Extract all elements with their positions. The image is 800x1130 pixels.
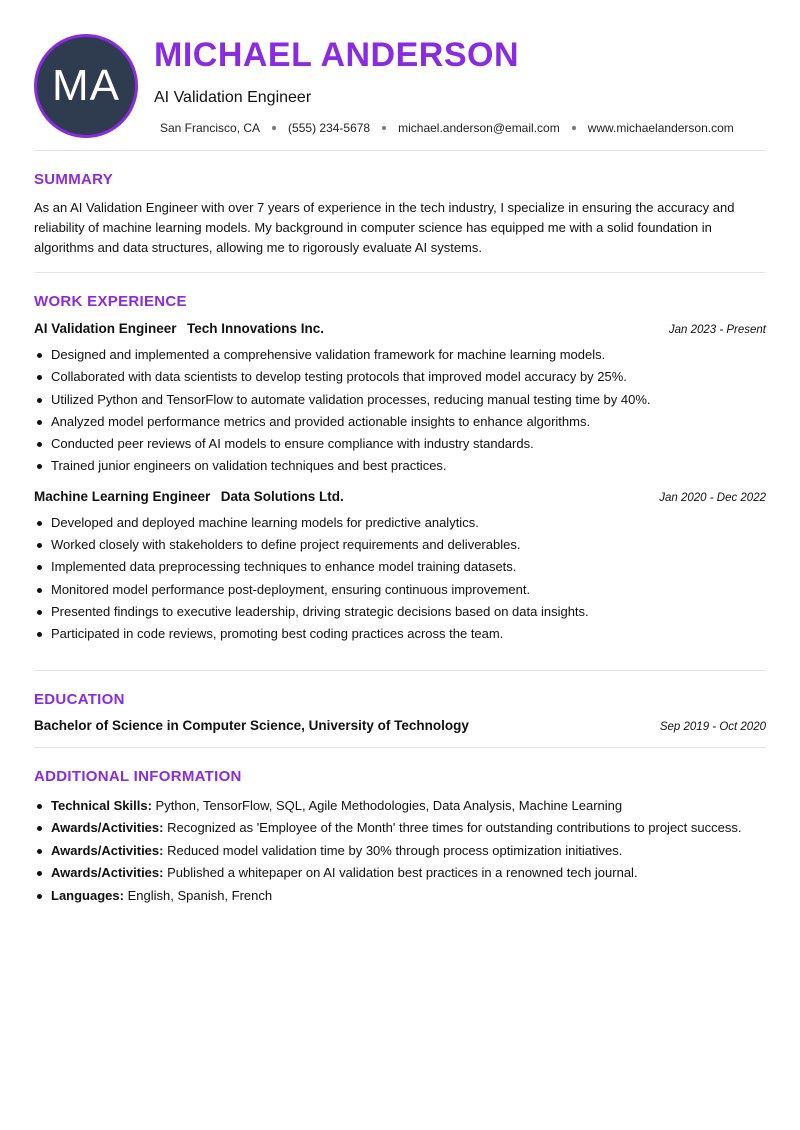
job-bullet: Presented findings to executive leadership, driving strategic decisions based on data insights.: [34, 601, 766, 623]
experience-section: [34, 273, 766, 670]
summary-section: [34, 151, 766, 272]
summary-text: As an AI Validation Engineer with over 7 years of experience in the tech industry, I specialize in ensuring the accuracy and reliability of machine learning models. My background in computer science has equipped me with a solid foundation in algorithms and data structures, allowing me to rigorously evaluate AI systems.: [34, 200, 735, 255]
job-bullet: Developed and deployed machine learning models for predictive analytics.: [34, 512, 766, 534]
additional-item-label: Awards/Activities:: [51, 865, 164, 881]
additional-item-text: Reduced model validation time by 30% through process optimization initiatives.: [167, 842, 623, 858]
job-bullet: Designed and implemented a comprehensive validation framework for machine learning models.: [34, 344, 766, 366]
additional-item-label: Technical Skills:: [51, 797, 152, 813]
additional-item-text: Python, TensorFlow, SQL, Agile Methodologies, Data Analysis, Machine Learning: [155, 797, 623, 813]
additional-heading: ADDITIONAL INFORMATION: [34, 767, 242, 785]
experience-heading: WORK EXPERIENCE: [34, 293, 187, 310]
additional-item: [34, 817, 766, 840]
job-bullet: Trained junior engineers on validation techniques and best practices.: [34, 455, 766, 477]
education-heading: EDUCATION: [34, 690, 125, 708]
additional-item: [34, 862, 766, 885]
job-role: AI Validation Engineer: [34, 321, 177, 336]
additional-item: [34, 795, 766, 818]
avatar-initials: MA: [52, 61, 120, 110]
job-bullet: Collaborated with data scientists to develop testing protocols that improved model accuracy by 25%.: [34, 366, 766, 388]
additional-list: [34, 795, 766, 908]
job-bullet: Implemented data preprocessing techniques to enhance model training datasets.: [34, 556, 766, 578]
education-date: Sep 2019 - Oct 2020: [659, 720, 766, 733]
contact-separator-dot: [572, 126, 576, 130]
job-role: Machine Learning Engineer: [34, 488, 211, 504]
job-bullet: Worked closely with stakeholders to define project requirements and deliverables.: [34, 534, 766, 556]
job-bullet: Participated in code reviews, promoting best coding practices across the team.: [34, 623, 766, 645]
contact-website[interactable]: www.michaelanderson.com: [587, 121, 734, 135]
additional-item-label: Languages:: [51, 887, 124, 903]
education-entry: [34, 718, 766, 733]
contact-bar: [160, 121, 734, 135]
contact-phone: (555) 234-5678: [288, 121, 371, 135]
job-bullet-list: [34, 512, 766, 646]
resume-header: [34, 0, 766, 150]
candidate-name: MICHAEL ANDERSON: [154, 36, 520, 74]
contact-separator-dot: [382, 126, 386, 130]
contact-email[interactable]: michael.anderson@email.com: [398, 121, 560, 135]
additional-item-text: Recognized as 'Employee of the Month' three times for outstanding contributions to project success.: [167, 820, 742, 836]
education-degree: Bachelor of Science in Computer Science, University of Technology: [34, 717, 469, 733]
additional-section: [34, 748, 766, 932]
job-header: [34, 320, 766, 338]
avatar: [34, 34, 138, 138]
summary-heading: SUMMARY: [34, 171, 114, 188]
candidate-title: AI Validation Engineer: [154, 89, 312, 106]
additional-item-text: Published a whitepaper on AI validation best practices in a renowned tech journal.: [167, 865, 638, 881]
job-date: Jan 2023 - Present: [668, 324, 766, 336]
job-bullet: Monitored model performance post-deployment, ensuring continuous improvement.: [34, 579, 766, 601]
job-bullet: Utilized Python and TensorFlow to automate validation processes, reducing manual testing time by 40%.: [34, 389, 766, 411]
additional-item-text: English, Spanish, French: [127, 887, 273, 903]
contact-separator-dot: [272, 126, 276, 130]
education-section: [34, 671, 766, 747]
job-header: [34, 488, 766, 506]
contact-location: San Francisco, CA: [160, 121, 261, 135]
job-company: Tech Innovations Inc.: [186, 321, 325, 336]
additional-item-label: Awards/Activities:: [51, 820, 164, 836]
job-company: Data Solutions Ltd.: [220, 488, 344, 504]
job-bullet: Conducted peer reviews of AI models to ensure compliance with industry standards.: [34, 433, 766, 455]
job-bullet-list: [34, 344, 766, 478]
job-date: Jan 2020 - Dec 2022: [659, 491, 766, 504]
additional-item: [34, 840, 766, 863]
additional-item-label: Awards/Activities:: [51, 842, 164, 858]
additional-item: [34, 885, 766, 908]
job-bullet: Analyzed model performance metrics and provided actionable insights to enhance algorithms.: [34, 411, 766, 433]
